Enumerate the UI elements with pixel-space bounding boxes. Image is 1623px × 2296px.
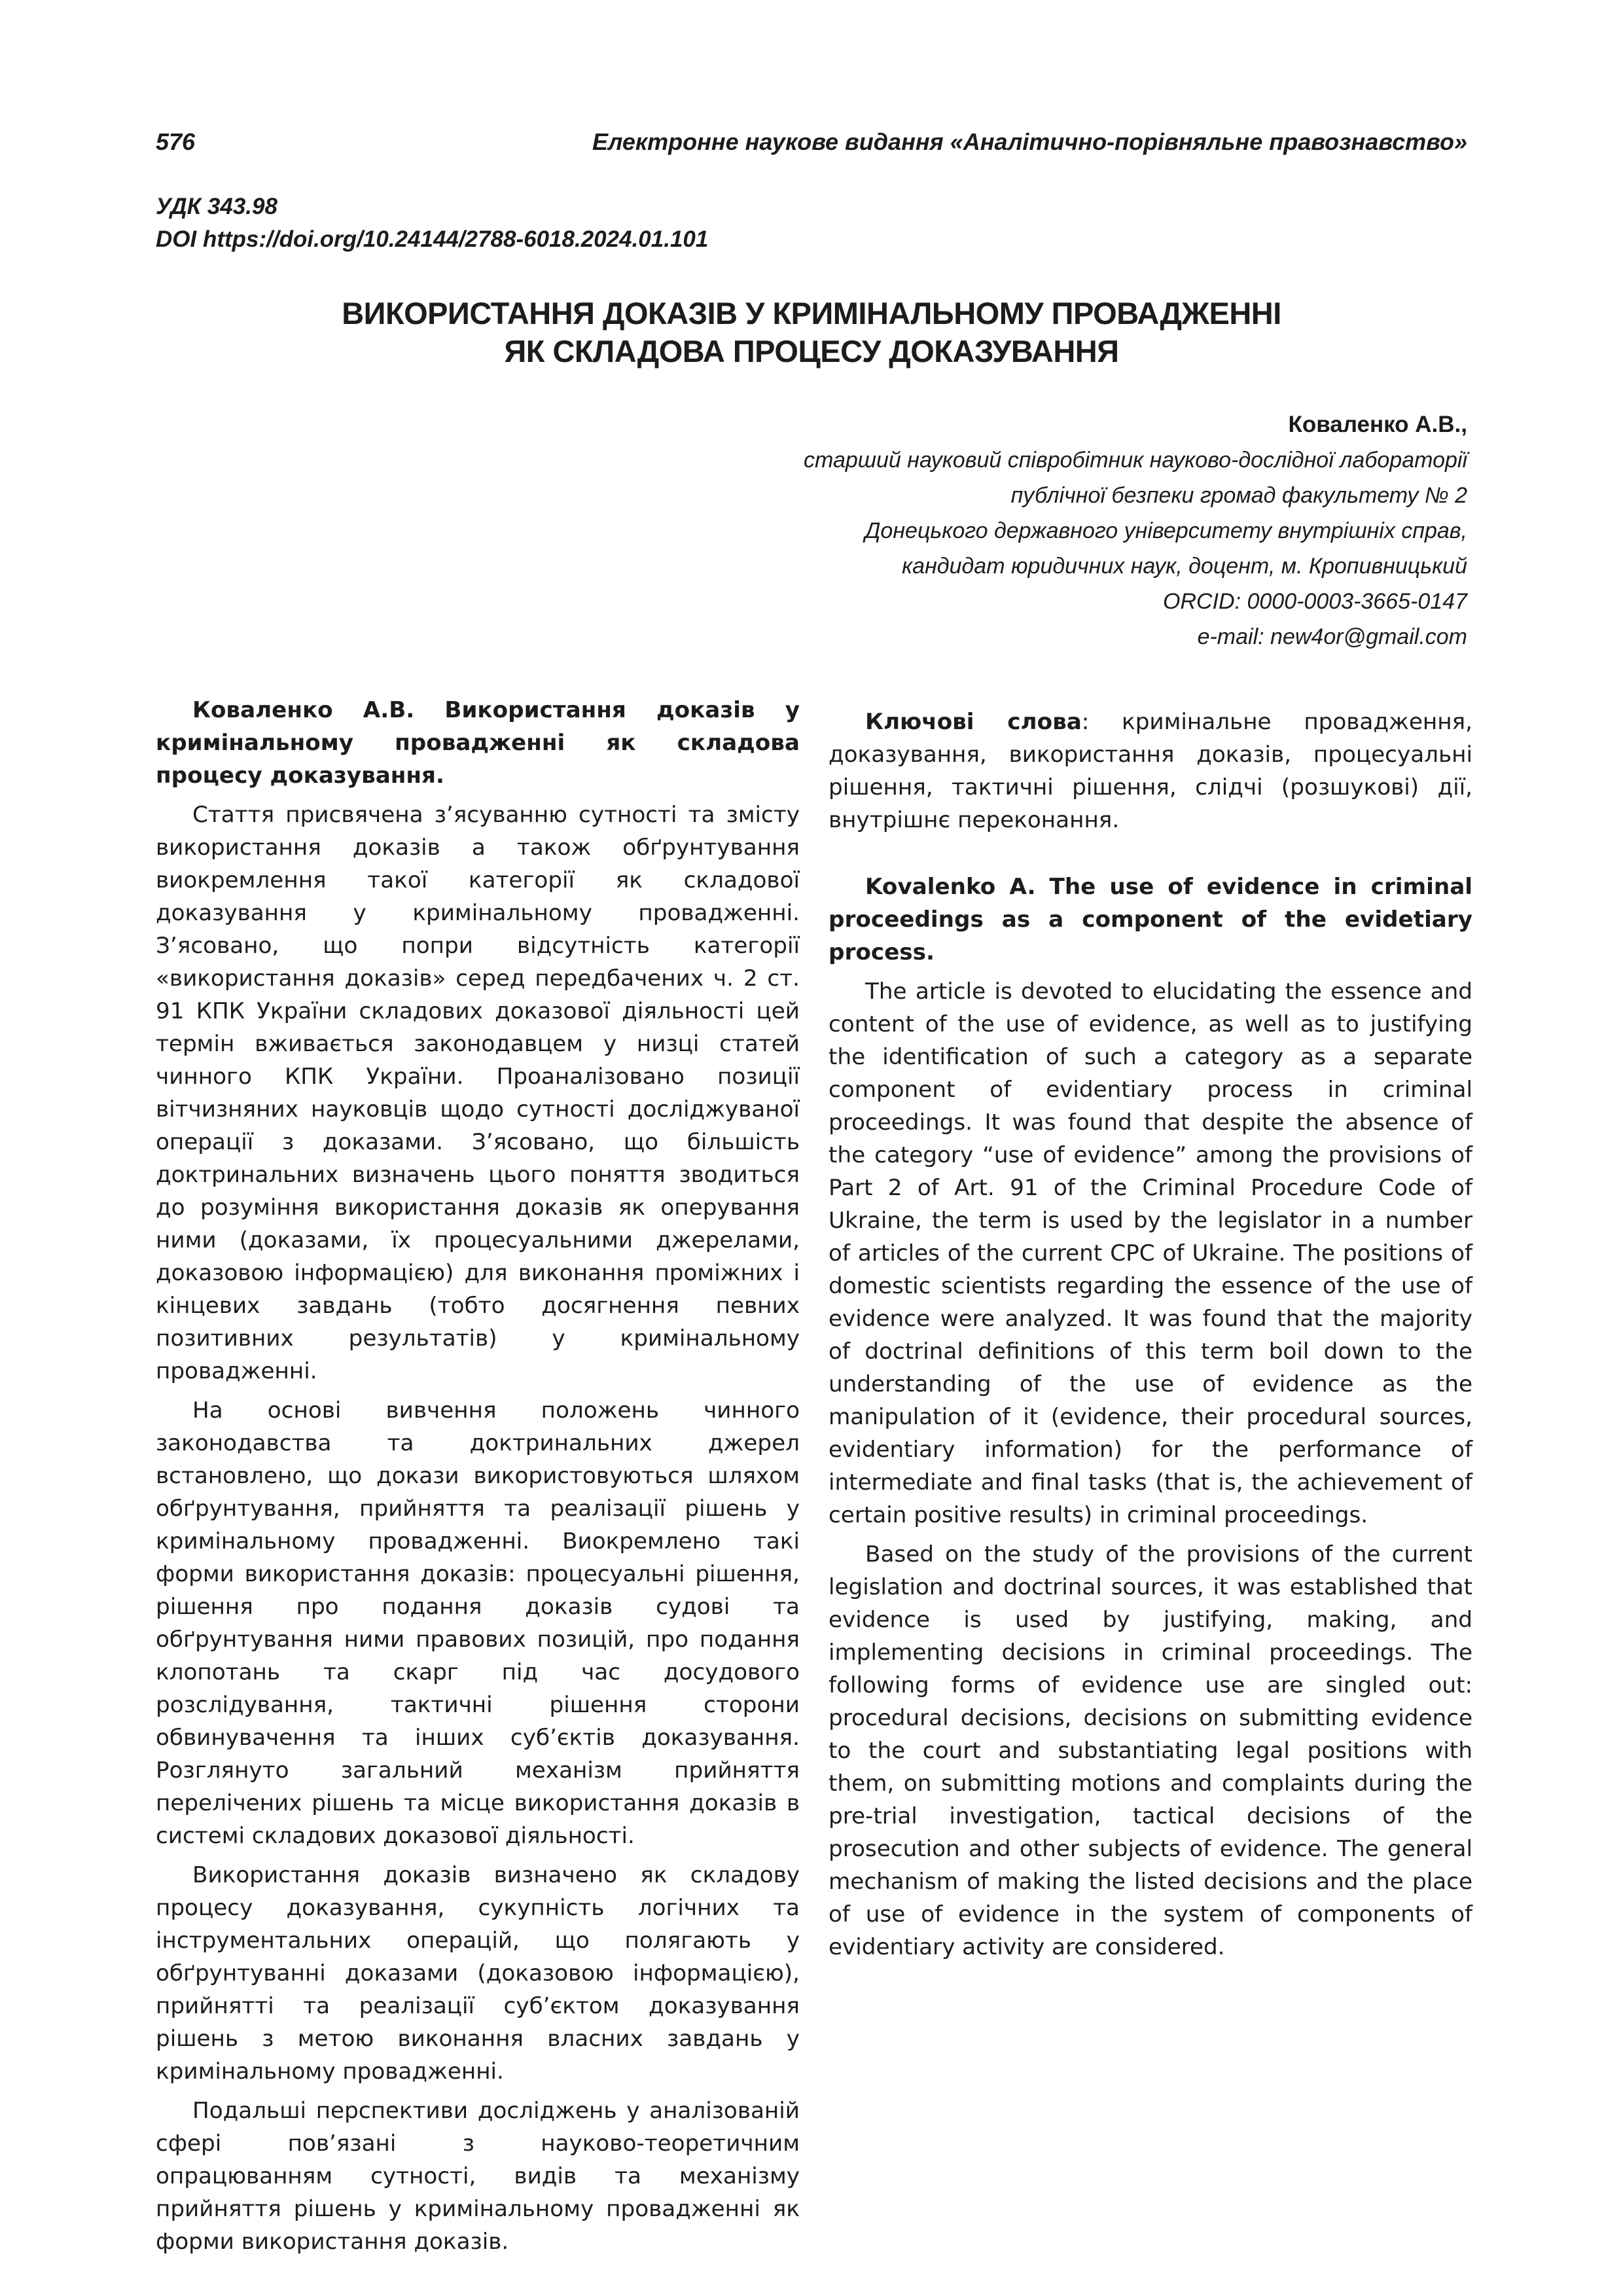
journal-title: Електронне наукове видання «Аналітично-порівняльне правознавство»: [592, 128, 1467, 155]
udk-code: УДК 343.98: [156, 194, 277, 219]
author-position-1: старший науковий співробітник науково-дослідної лабораторії: [804, 448, 1467, 473]
abstract-en-paragraph: Based on the study of the provisions of the current legislation and doctrinal sources, it was established that evidence is used by justifying, making, and implementing decisions in criminal proceedings. The following forms of evidence use are singled out: procedural decisions, decisions on submitting evidence to the court and substantiating legal positions with them, on submitting motions and complaints during the pre-trial investigation, tactical decisions of the prosecution and other subjects of evidence. The general mechanism of making the listed decisions and the place of use of evidence in the system of components of evidentiary activity are considered.: [829, 1541, 1472, 1960]
article-title: [156, 295, 1467, 370]
author-position-2: публічної безпеки громад факультету № 2: [1010, 483, 1467, 508]
article-title-line-2: ЯК СКЛАДОВА ПРОЦЕСУ ДОКАЗУВАННЯ: [504, 334, 1119, 368]
abstract-ua-paragraph: Подальші перспективи досліджень у аналізованій сфері пов’язані з науково-теоретичним опрацюванням сутності, видів та механізму прийняття рішень у кримінальному провадженні як форми використання доказів.: [156, 2098, 800, 2255]
author-name: Коваленко А.В.,: [1288, 412, 1467, 437]
article-title-line-1: ВИКОРИСТАННЯ ДОКАЗІВ У КРИМІНАЛЬНОМУ ПРОВАДЖЕННІ: [342, 296, 1281, 331]
doi-link[interactable]: DOI https://doi.org/10.24144/2788-6018.2024.01.101: [156, 226, 709, 252]
author-email[interactable]: e-mail: new4or@gmail.com: [1197, 624, 1467, 649]
author-block: [804, 407, 1467, 655]
abstract-right-column: [829, 694, 1472, 1964]
abstract-ukrainian: [156, 694, 800, 2258]
abstract-ua-paragraph: На основі вивчення положень чинного законодавства та доктринальних джерел встановлено, що докази використовуються шляхом обґрунтування, прийняття та реалізації рішень у кримінальному провадженні. Виокремлено такі форми використання доказів: процесуальні рішення, рішення про подання доказів судові та обґрунтування ними правових позицій, про подання клопотань та скарг під час досудового розслідування, тактичні рішення сторони обвинувачення та інших суб’єктів доказування. Розглянуто загальний механізм прийняття перелічених рішень та місце використання доказів в системі складових доказової діяльності.: [156, 1397, 800, 1849]
author-orcid[interactable]: ORCID: 0000-0003-3665-0147: [1163, 589, 1467, 614]
keywords-label: Ключові слова: [865, 709, 1082, 735]
abstract-en-paragraph: The article is devoted to elucidating the essence and content of the use of evidence, as well as to justifying the identification of such a category as a separate component of evidentiary process in criminal proceedings. It was found that despite the absence of the category “use of evidence” among the provisions of Part 2 of Art. 91 of the Criminal Procedure Code of Ukraine, the term is used by the legislator in a number of articles of the current CPC of Ukraine. The positions of domestic scientists regarding the essence of the use of evidence were analyzed. It was found that the majority of doctrinal definitions of this term boil down to the understanding of the use of evidence as the manipulation of it (evidence, their procedural sources, evidentiary information) for the performance of intermediate and final tasks (that is, the achievement of certain positive results) in criminal proceedings.: [829, 978, 1472, 1528]
abstract-ua-heading: Коваленко А.В. Використання доказів у кримінальному провадженні як складова процесу доказування.: [156, 697, 800, 789]
abstract-ua-paragraph: Стаття присвячена з’ясуванню сутності та змісту використання доказів а також обґрунтування виокремлення такої категорії як складової доказування у кримінальному провадженні. З’ясовано, що попри відсутність категорії «використання доказів» серед передбачених ч. 2 ст. 91 КПК України складових доказової діяльності цей термін вживається законодавцем у низці статей чинного КПК України. Проаналізовано позиції вітчизняних науковців щодо сутності досліджуваної операції з доказами. З’ясовано, що більшість доктринальних визначень цього поняття зводиться до розуміння використання доказів як оперування ними (доказами, їх процесуальними джерелами, доказовою інформацією) для виконання проміжних і кінцевих завдань (тобто досягнення певних позитивних результатів) у кримінальному провадженні.: [156, 802, 800, 1384]
section-spacer: [829, 836, 1472, 870]
author-affiliation: Донецького державного університету внутрішніх справ,: [865, 518, 1467, 543]
abstract-en-heading: Kovalenko A. The use of evidence in criminal proceedings as a component of the evidetiary process.: [829, 874, 1472, 965]
keywords: [829, 706, 1472, 836]
abstract-ua-paragraph: Використання доказів визначено як складову процесу доказування, сукупність логічних та інструментальних операцій, що полягають у обґрунтуванні доказами (доказовою інформацією), прийнятті та реалізації суб’єктом доказування рішень з метою виконання власних завдань у кримінальному провадженні.: [156, 1862, 800, 2085]
page-number: 576: [156, 128, 196, 155]
keywords-list: : кримінальне провадження, доказування, використання доказів, процесуальні рішення, тактичні рішення, слідчі (розшукові) дії, внутрішнє переконання.: [829, 709, 1472, 833]
author-degree: кандидат юридичних наук, доцент, м. Кропивницький: [902, 554, 1467, 579]
